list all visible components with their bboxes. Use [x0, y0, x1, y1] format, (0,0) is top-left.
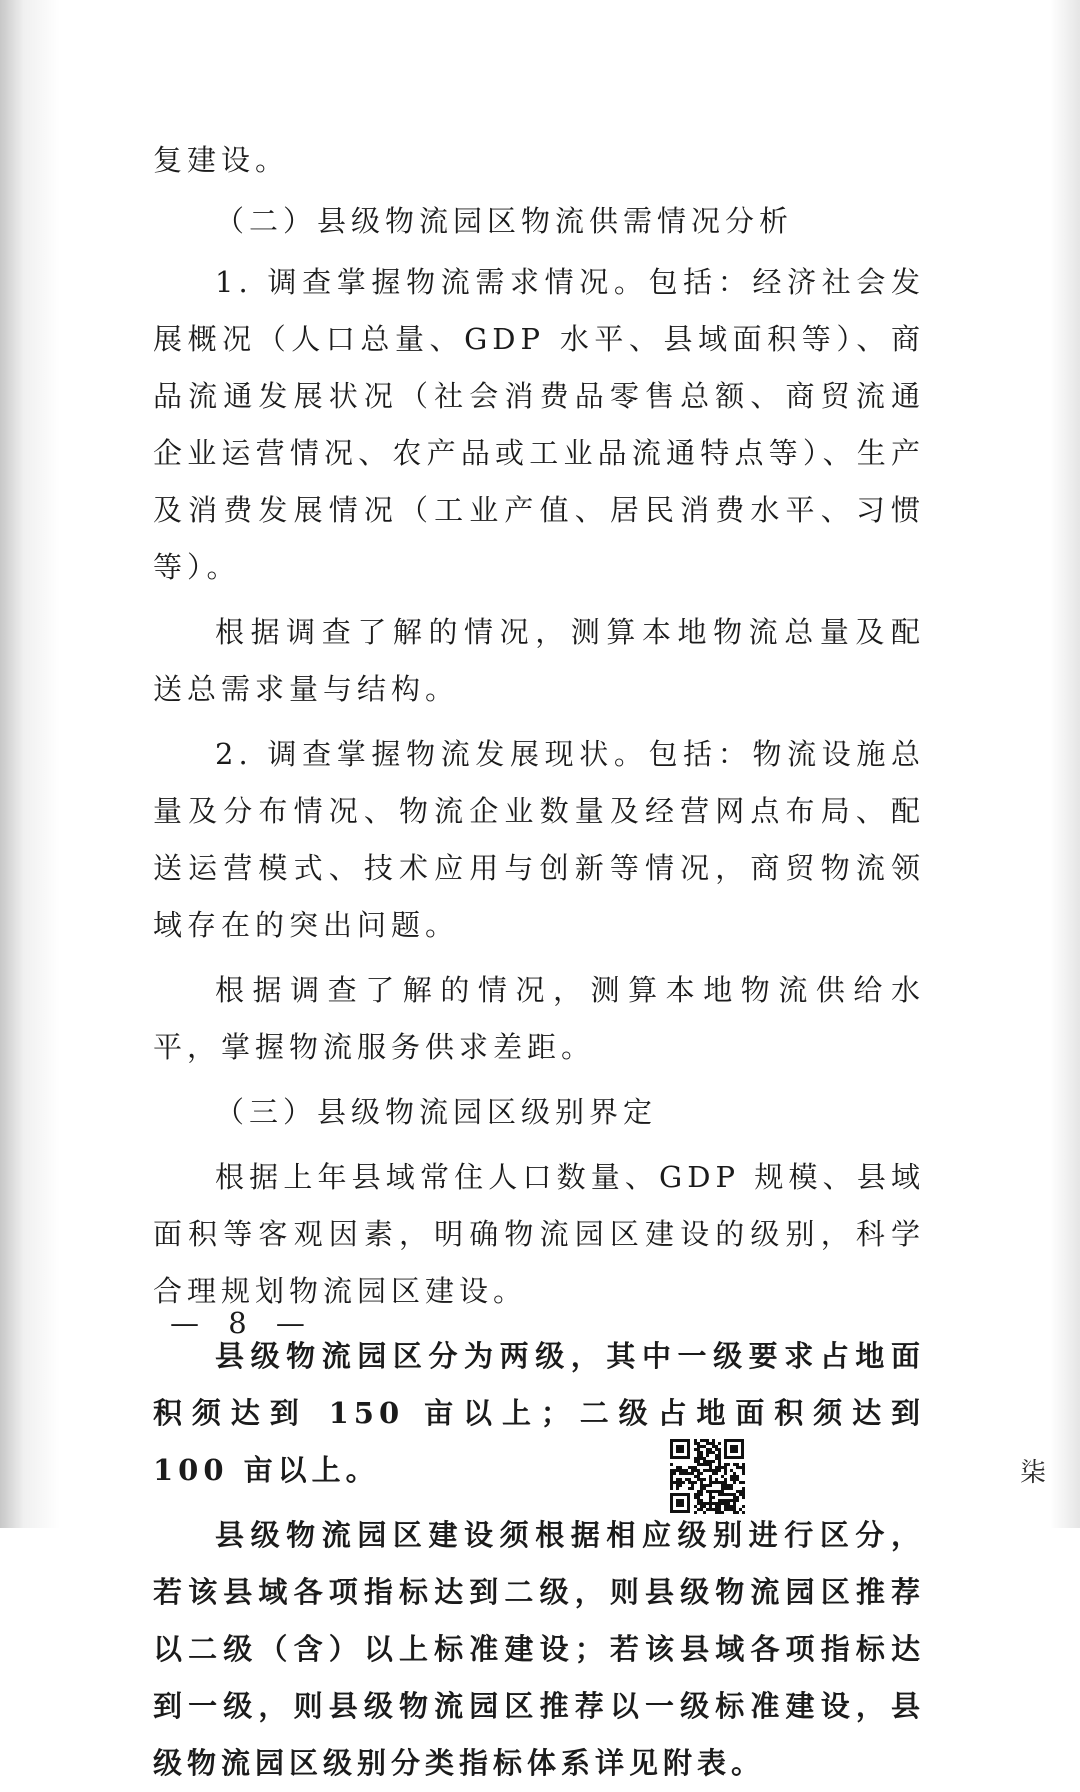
paragraph-demand-estimate: 根据调查了解的情况，测算本地物流总量及配送总需求量与结构。	[153, 615, 925, 706]
scan-shadow-right	[1050, 0, 1080, 1528]
paragraph-supply-estimate: 根据调查了解的情况，测算本地物流供给水平，掌握物流服务供求差距。	[153, 973, 925, 1064]
qr-code-icon	[668, 1437, 746, 1515]
paragraph-status: 2. 调查掌握物流发展现状。包括：物流设施总量及分布情况、物流企业数量及经营网点布局、配送运营模式、技术应用与创新等情况，商贸物流领域存在的突出问题。	[153, 737, 925, 942]
scan-shadow-left	[0, 0, 60, 1528]
document-body	[153, 132, 925, 1792]
paragraph-level-thresholds: 县级物流园区分为两级，其中一级要求占地面积须达到 150 亩以上；二级占地面积须达到 100 亩以上。	[153, 1339, 925, 1487]
paragraph-demand: 1. 调查掌握物流需求情况。包括：经济社会发展概况（人口总量、GDP 水平、县域面积等）、商品流通发展状况（社会消费品零售总额、商贸流通企业运营情况、农产品或工业品流通特点等）、生产及消费发展情况（工业产值、居民消费水平、习惯等）。	[153, 265, 925, 584]
corner-mark: 柒	[1020, 1458, 1047, 1488]
paragraph-level-standards: 县级物流园区建设须根据相应级别进行区分，若该县域各项指标达到二级，则县级物流园区推荐以二级（含）以上标准建设；若该县域各项指标达到一级，则县级物流园区推荐以一级标准建设，县级物流园区级别分类指标体系详见附表。	[153, 1518, 925, 1780]
page-number: — 8 —	[170, 1306, 315, 1340]
section-heading-3: （三）县级物流园区级别界定	[215, 1095, 658, 1129]
paragraph-level-basis: 根据上年县域常住人口数量、GDP 规模、县域面积等客观因素，明确物流园区建设的级别，科学合理规划物流园区建设。	[153, 1160, 925, 1308]
paragraph-continuation: 复建设。	[153, 143, 290, 177]
section-heading-2: （二）县级物流园区物流供需情况分析	[215, 204, 794, 238]
